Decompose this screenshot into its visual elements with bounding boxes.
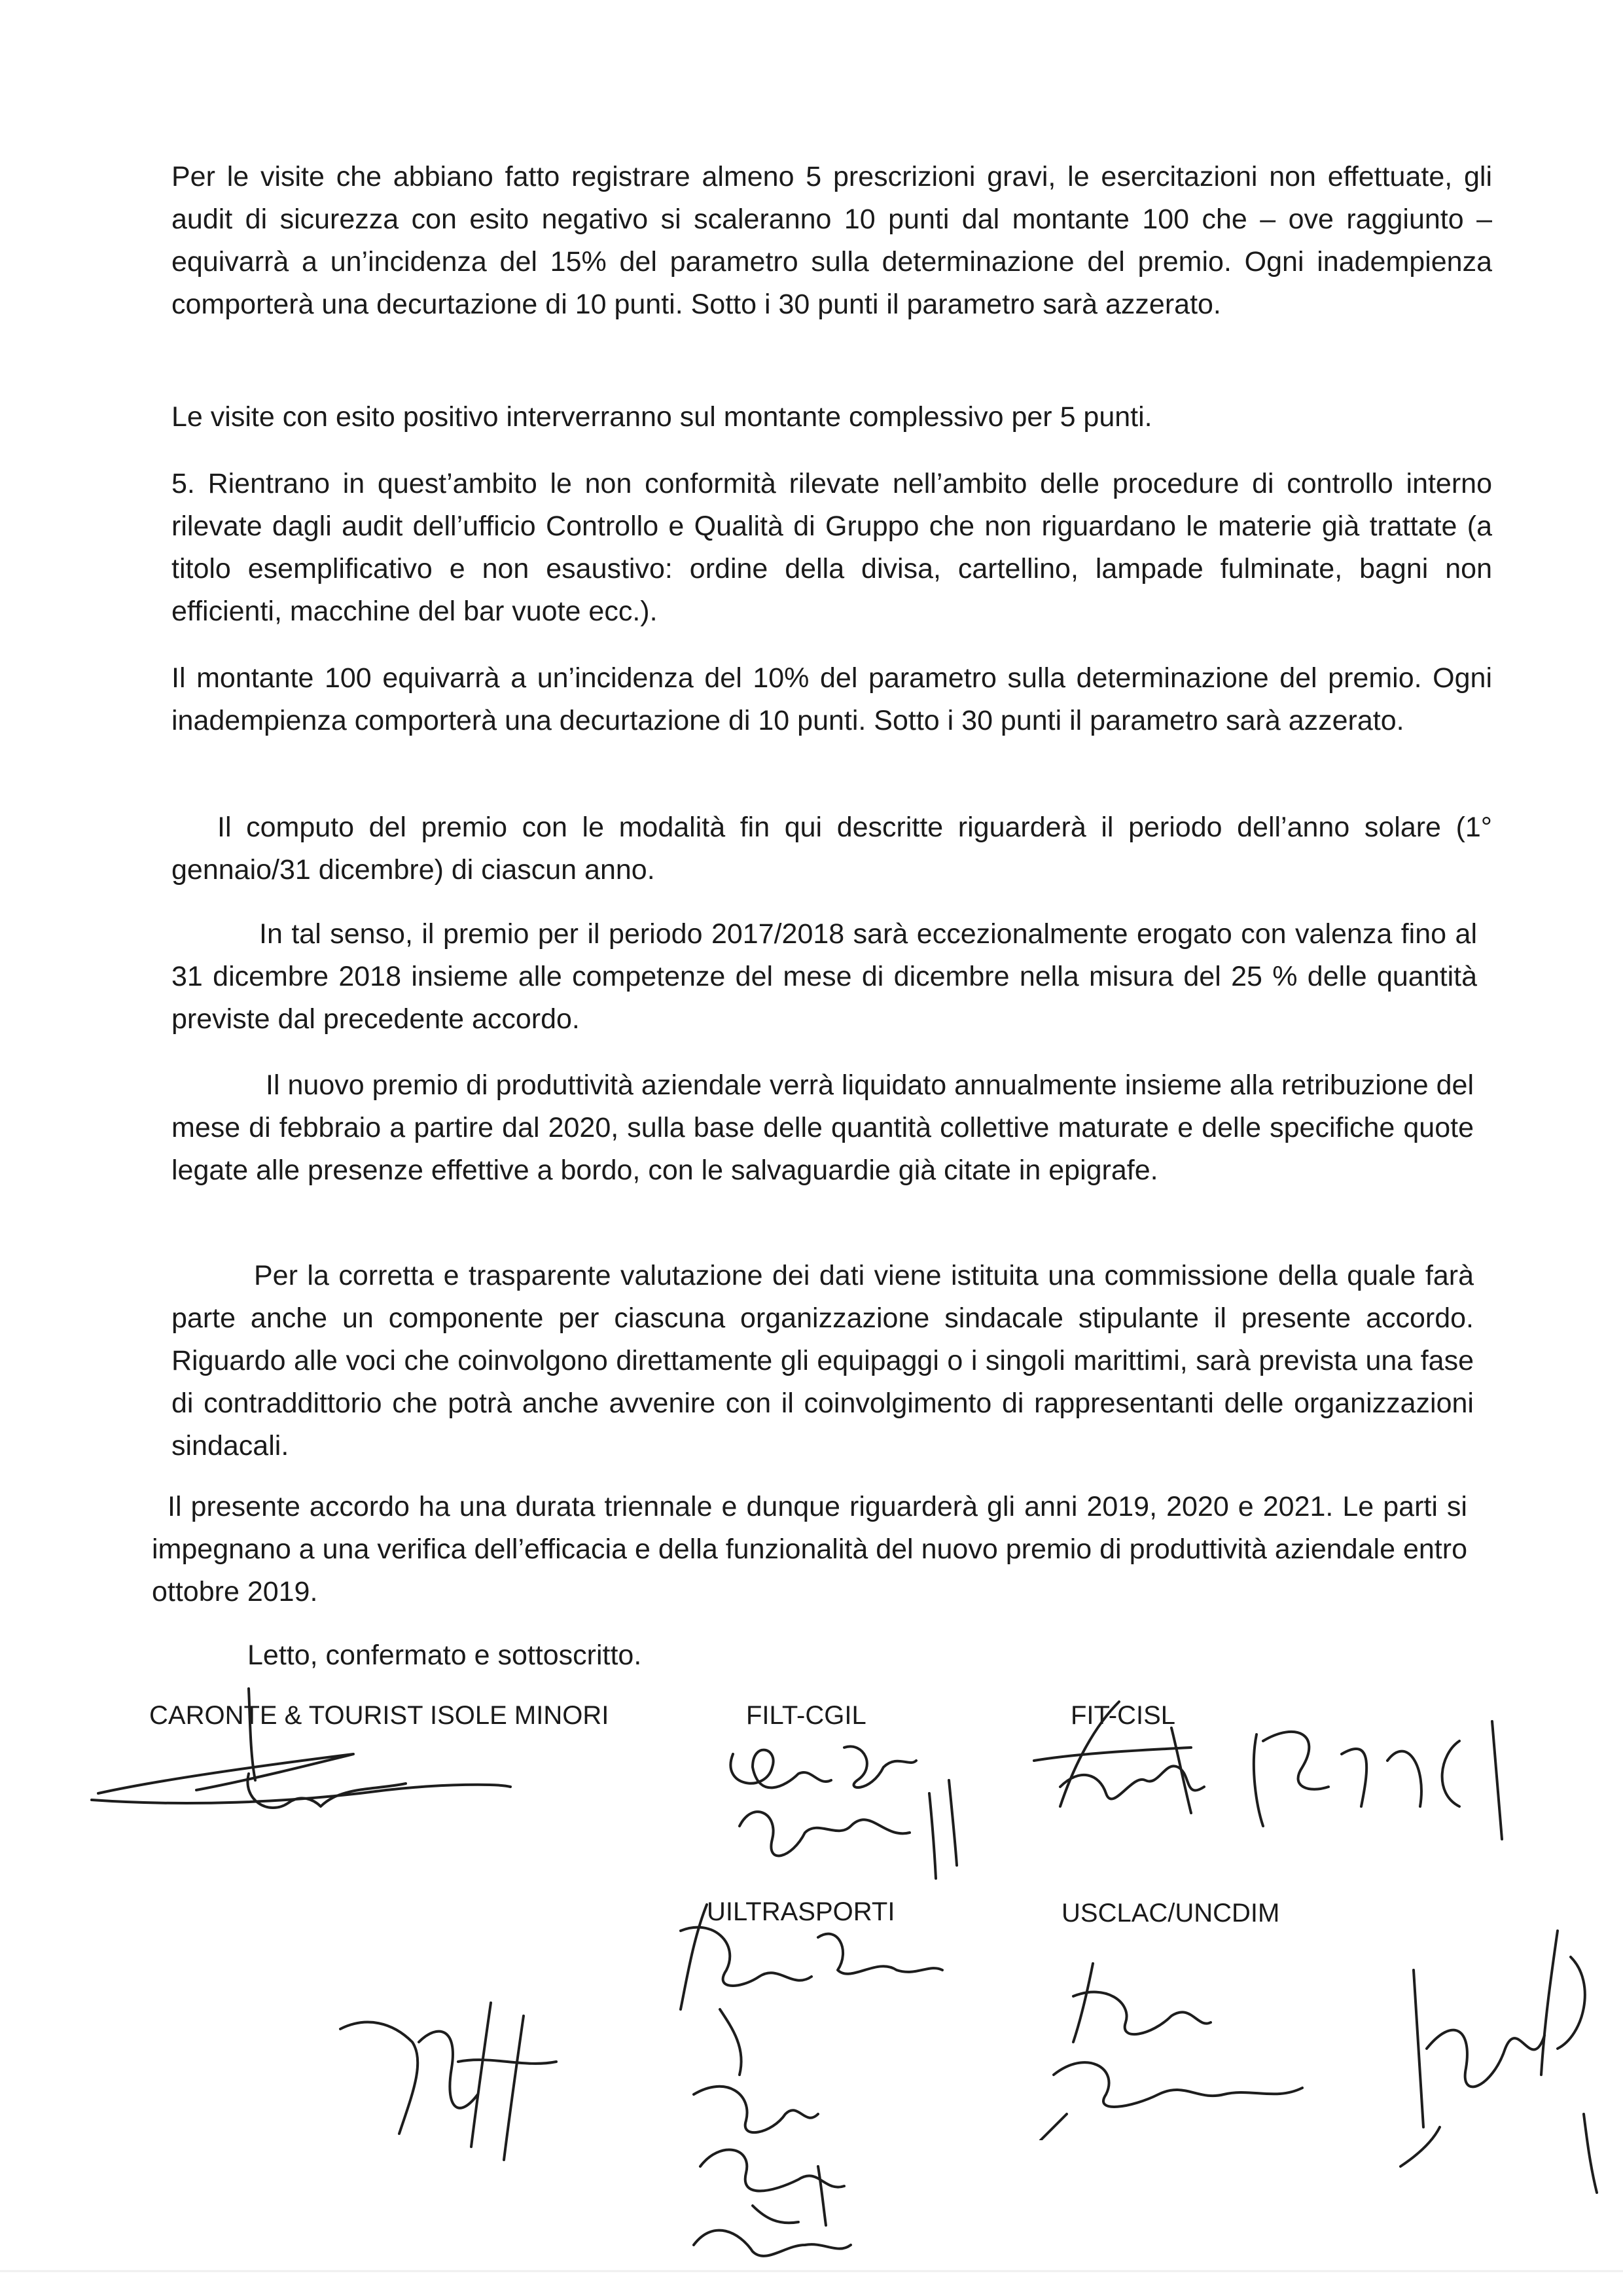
- signatory-usclac-label: USCLAC/UNCDIM: [1061, 1899, 1280, 1928]
- paragraph-positive-visits: Le visite con esito positivo interverranno sul montante complessivo per 5 punti.: [171, 401, 1152, 433]
- signatory-company-label: CARONTE & TOURIST ISOLE MINORI: [149, 1701, 609, 1730]
- signatory-uiltrasporti-label: UILTRASPORTI: [707, 1897, 895, 1926]
- paragraph-audit-penalties: Per le visite che abbiano fatto registrare almeno 5 prescrizioni gravi, le esercitazioni non effettuate, gli audit di sicurezza con esito negativo si scaleranno 10 punti dal montante 100 che – ove raggiunto – equivarrà a un’incidenza del 15% del parametro sulla determinazione del premio. Ogni inadempienza comporterà una decurtazione di 10 punti. Sotto i 30 punti il parametro sarà azzerato.: [171, 161, 1492, 320]
- paragraph-nuovo-premio: Il nuovo premio di produttività aziendale verrà liquidato annualmente insieme alla retribuzione del mese di febbraio a partire dal 2020, sulla base delle quantità collettive maturate e delle specifiche quote legate alle presenze effettive a bordo, con le salvaguardie già citate in epigrafe.: [171, 1069, 1474, 1186]
- paragraph-periodo-2017-2018: In tal senso, il premio per il periodo 2017/2018 sarà eccezionalmente erogato con valenza fino al 31 dicembre 2018 insieme alle competenze del mese di dicembre nella misura del 25 % delle quantità previste dal precedente accordo.: [171, 918, 1477, 1035]
- signature-usclac-2: [1387, 1918, 1610, 2212]
- signature-filt-cgil-1: [713, 1728, 988, 1885]
- paragraph-durata: Il presente accordo ha una durata triennale e dunque riguarderà gli anni 2019, 2020 e 2021. Le parti si impegnano a una verifica dell’efficacia e della funzionalità del nuovo premio di produttività aziendale entro ottobre 2019.: [152, 1491, 1467, 1607]
- paragraph-commissione: Per la corretta e trasparente valutazione dei dati viene istituita una commissione della quale farà parte anche un componente per ciascuna organizzazione sindacale stipulante il presente accordo. Riguardo alle voci che coinvolgono direttamente gli equipaggi o i singoli marittimi, sarà prevista una fase di contraddittorio che potrà anche avvenire con il coinvolgimento di rappresentanti delle organizzazioni sindacali.: [171, 1260, 1474, 1462]
- signature-usclac: [1027, 1944, 1368, 2140]
- signatory-fit-cisl-label: FIT-CISL: [1071, 1701, 1176, 1730]
- signature-uiltrasporti: [654, 1878, 969, 2271]
- paragraph-item-5: 5. Rientrano in quest’ambito le non conformità rilevate nell’ambito delle procedure di controllo interno rilevate dagli audit dell’ufficio Controllo e Qualità di Gruppo che non riguardano le materie già trattate (a titolo esemplificativo e non esaustivo: ordine della divisa, cartellino, lampade fulminate, bagni non efficienti, macchine del bar vuote ecc.).: [171, 468, 1492, 627]
- signature-fit-cisl-2: [1243, 1695, 1518, 1852]
- paragraph-computo-premio: Il computo del premio con le modalità fin qui descritte riguarderà il periodo dell’anno solare (1° gennaio/31 dicembre) di ciascun anno.: [171, 812, 1492, 886]
- signature-company-2: [327, 1964, 589, 2186]
- signature-fit-cisl-1: [1021, 1689, 1243, 1833]
- closing-statement: Letto, confermato e sottoscritto.: [247, 1640, 642, 1671]
- signature-company: [79, 1676, 537, 1846]
- paragraph-montante-100: Il montante 100 equivarrà a un’incidenza del 10% del parametro sulla determinazione del premio. Ogni inadempienza comporterà una decurtazione di 10 punti. Sotto i 30 punti il parametro sarà azzerato.: [171, 662, 1492, 736]
- signatory-filt-cgil-label: FILT-CGIL: [746, 1701, 866, 1730]
